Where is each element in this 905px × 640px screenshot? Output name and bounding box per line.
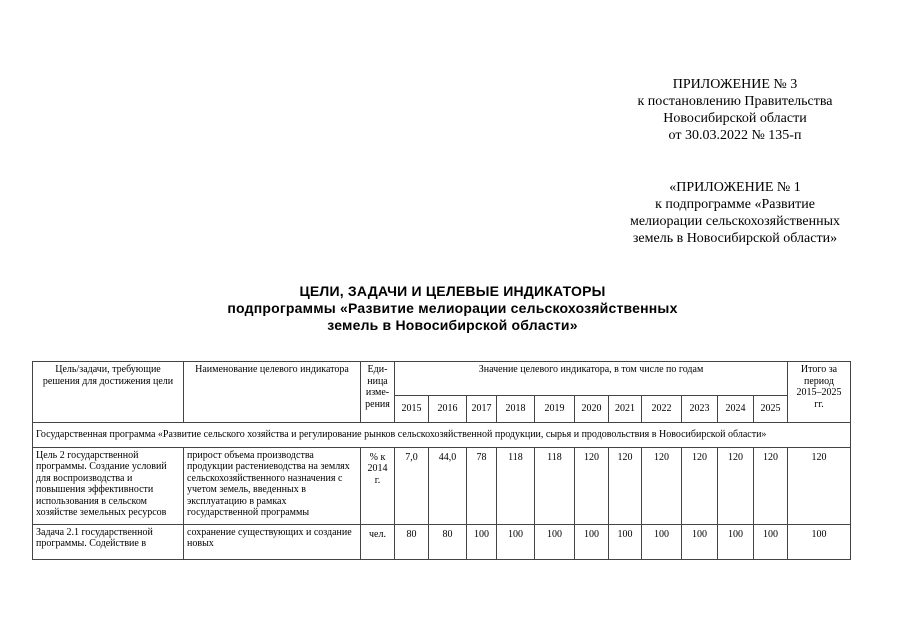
value-cell: 100 [535,524,575,559]
unit-cell: чел. [361,524,395,559]
program-title-cell: Государственная программа «Развитие сельского хозяйства и регулирование рынков сельскохозяйственной продукции, сырья и продовольствия в Новосибирской области» [33,423,851,448]
value-cell: 120 [682,447,718,524]
year-cell: 2025 [754,396,788,423]
header-row [33,362,851,396]
value-cell: 118 [497,447,535,524]
title-line2: подпрограммы «Развитие мелиорации сельскохозяйственных [227,300,678,316]
indicator-cell: прирост объема производства продукции растениеводства на землях сельскохозяйственного назначения с учетом земель, введенных в эксплуатацию в рамках государственной программы [184,447,361,524]
year-cell: 2017 [467,396,497,423]
value-cell: 100 [497,524,535,559]
total-cell: 100 [788,524,851,559]
document-title [160,283,745,334]
year-cell: 2022 [642,396,682,423]
value-cell: 80 [395,524,429,559]
value-cell: 100 [718,524,754,559]
year-cell: 2018 [497,396,535,423]
header-goal: Цель/задачи, требующие решения для достижения цели [33,362,184,423]
value-cell: 100 [642,524,682,559]
value-cell: 100 [682,524,718,559]
appendix-3-block [600,76,870,144]
value-cell: 44,0 [429,447,467,524]
table-row [33,524,851,559]
appendix-1-line2: к подпрограмме «Развитие [655,197,815,212]
appendix-3-line4: от 30.03.2022 № 135-п [668,128,802,143]
appendix-3-line2: к постановлению Правительства [637,94,833,109]
indicator-cell: сохранение существующих и создание новых [184,524,361,559]
appendix-1-line3: мелиорации сельскохозяйственных [629,214,841,229]
appendix-1-line4: земель в Новосибирской области» [632,231,838,246]
year-cell: 2020 [575,396,609,423]
value-cell: 118 [535,447,575,524]
year-cell: 2015 [395,396,429,423]
header-total: Итого за период 2015–2025 гг. [788,362,851,423]
value-cell: 7,0 [395,447,429,524]
table-row [33,447,851,524]
program-row [33,423,851,448]
value-cell: 120 [718,447,754,524]
value-cell: 100 [467,524,497,559]
value-cell: 120 [609,447,642,524]
year-cell: 2019 [535,396,575,423]
appendix-1-line1: «ПРИЛОЖЕНИЕ № 1 [669,180,801,195]
value-cell: 78 [467,447,497,524]
title-line3: земель в Новосибирской области» [327,317,578,333]
year-cell: 2016 [429,396,467,423]
value-cell: 100 [575,524,609,559]
total-cell: 120 [788,447,851,524]
value-cell: 80 [429,524,467,559]
header-values: Значение целевого индикатора, в том числе по годам [395,362,788,396]
goal-cell: Задача 2.1 государственной программы. Содействие в [33,524,184,559]
year-cell: 2021 [609,396,642,423]
value-cell: 100 [754,524,788,559]
value-cell: 100 [609,524,642,559]
appendix-3-line1: ПРИЛОЖЕНИЕ № 3 [672,77,798,92]
appendix-3-line3: Новосибирской области [663,111,807,126]
appendix-1-block [600,179,870,247]
value-cell: 120 [754,447,788,524]
value-cell: 120 [575,447,609,524]
unit-cell: % к 2014 г. [361,447,395,524]
year-cell: 2024 [718,396,754,423]
year-cell: 2023 [682,396,718,423]
header-indicator: Наименование целевого индикатора [184,362,361,423]
value-cell: 120 [642,447,682,524]
indicators-table [32,361,851,560]
title-line1: ЦЕЛИ, ЗАДАЧИ И ЦЕЛЕВЫЕ ИНДИКАТОРЫ [299,283,606,299]
goal-cell: Цель 2 государственной программы. Создание условий для воспроизводства и повышения эффективности использования в сельском хозяйстве земельных ресурсов [33,447,184,524]
header-unit: Еди-ница изме-рения [361,362,395,423]
